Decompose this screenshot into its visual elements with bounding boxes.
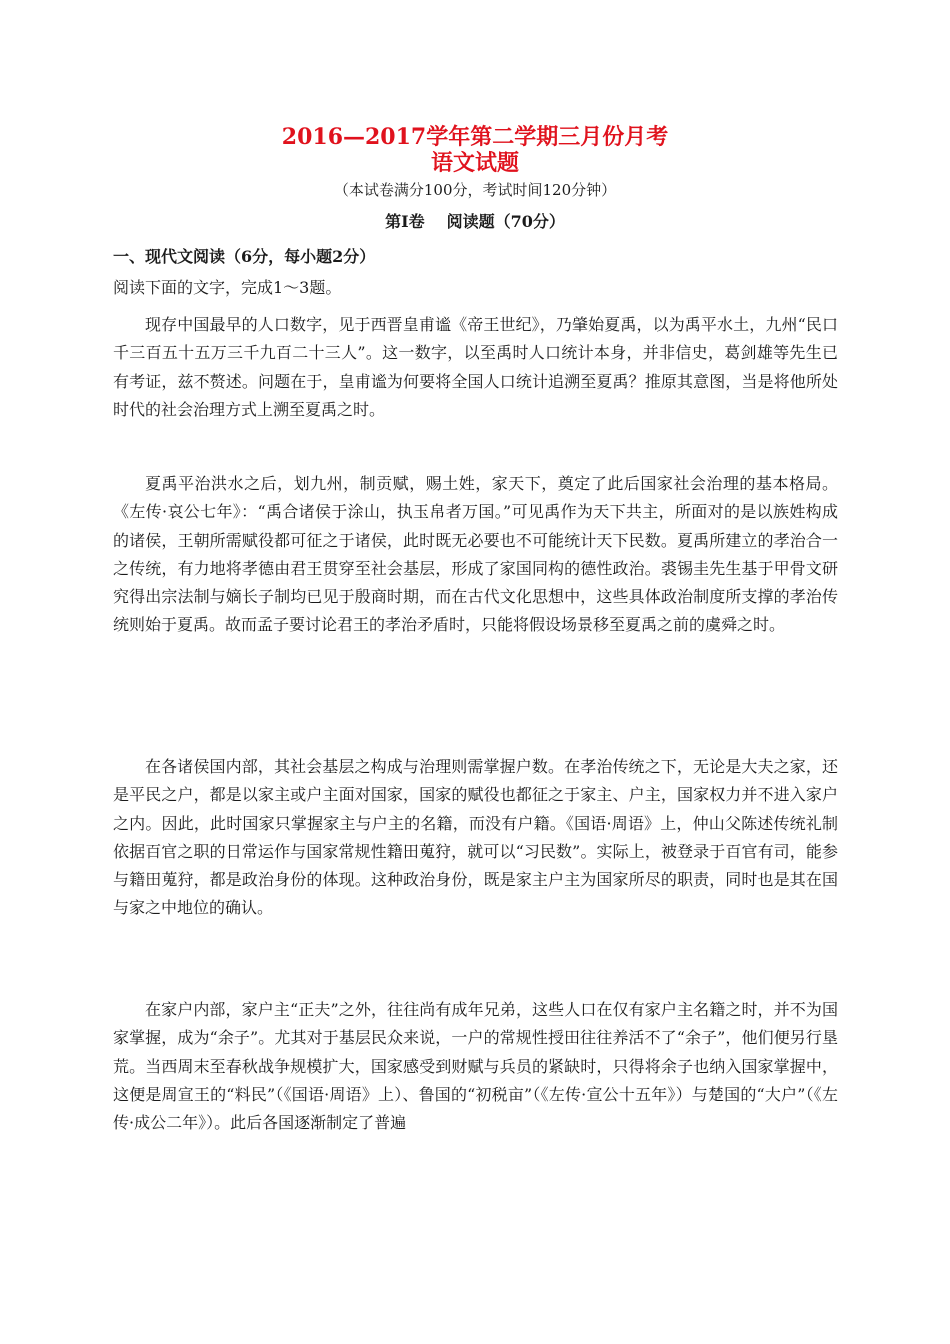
exam-title: 2016—2017学年第二学期三月份月考 xyxy=(281,124,669,150)
section-heading: 一、现代文阅读（6分，每小题2分） xyxy=(113,247,376,266)
subject-title: 语文试题 xyxy=(430,150,519,176)
paragraph-text: 在各诸侯国内部，其社会基层之构成与治理则需掌握户数。在孝治传统之下，无论是大夫之家，还是平民之户，都是以家主或户主面对国家，国家的赋役也都征之于家主、户主，国家权力并不进入家户之内。因此，此时国家只掌握家主与户主的名籍，而没有户籍。《国语·周语》上，仲山父陈述传统礼制依据百官之职的日常运作与国家常规性籍田蒐狩，就可以“习民数”。实际上，被登录于百官有司，能参与籍田蒐狩，都是政治身份的体现。这种政治身份，既是家主户主为国家所尽的职责，同时也是其在国与家之中地位的确认。 xyxy=(113,757,838,918)
paragraph-text: 现存中国最早的人口数字，见于西晋皇甫谧《帝王世纪》，乃肇始夏禹，以为禹平水土，九州“民口千三百五十五万三千九百二十三人”。这一数字，以至禹时人口统计本身，并非信史，葛剑雄等先生已有考证，兹不赘述。问题在于，皇甫谧为何要将全国人口统计追溯至夏禹？推原其意图，当是将他所处时代的社会治理方式上溯至夏禹之时。 xyxy=(113,315,838,419)
passage-paragraph xyxy=(113,470,838,640)
passage-paragraph xyxy=(113,311,838,424)
exam-note: （本试卷满分100分，考试时间120分钟） xyxy=(333,181,617,199)
reading-instruction: 阅读下面的文字，完成1～3题。 xyxy=(113,278,342,297)
passage-paragraph xyxy=(113,753,838,923)
volume-name: 阅读题（70分） xyxy=(446,212,565,231)
paragraph-text: 在家户内部，家户主“正夫”之外，往往尚有成年兄弟，这些人口在仅有家户主名籍之时，并不为国家掌握，成为“余子”。尤其对于基层民众来说，一户的常规性授田往往养活不了“余子”，他们便另行垦荒。当西周末至春秋战争规模扩大，国家感受到财赋与兵员的紧缺时，只得将余子也纳入国家掌握中，这便是周宣王的“料民”（《国语·周语》上）、鲁国的“初税亩”（《左传·宣公十五年》）与楚国的“大户”（《左传·成公二年》）。此后各国逐渐制定了普遍 xyxy=(113,1000,838,1133)
volume-heading xyxy=(0,211,950,233)
passage-paragraph xyxy=(113,996,838,1137)
paragraph-text: 夏禹平治洪水之后，划九州，制贡赋，赐土姓，家天下，奠定了此后国家社会治理的基本格局。《左传·哀公七年》：“禹合诸侯于涂山，执玉帛者万国。”可见禹作为天下共主，所面对的是以族姓构成的诸侯，王朝所需赋役都可征之于诸侯，此时既无必要也不可能统计天下民数。夏禹所建立的孝治合一之传统，有力地将孝德由君王贯穿至社会基层，形成了家国同构的德性政治。裘锡圭先生基于甲骨文研究得出宗法制与嫡长子制均已见于殷商时期，而在古代文化思想中，这些具体政治制度所支撑的孝治传统则始于夏禹。故而孟子要讨论君王的孝治矛盾时，只能将假设场景移至夏禹之前的虞舜之时。 xyxy=(113,474,838,635)
volume-label: 第Ⅰ卷 xyxy=(385,212,425,231)
